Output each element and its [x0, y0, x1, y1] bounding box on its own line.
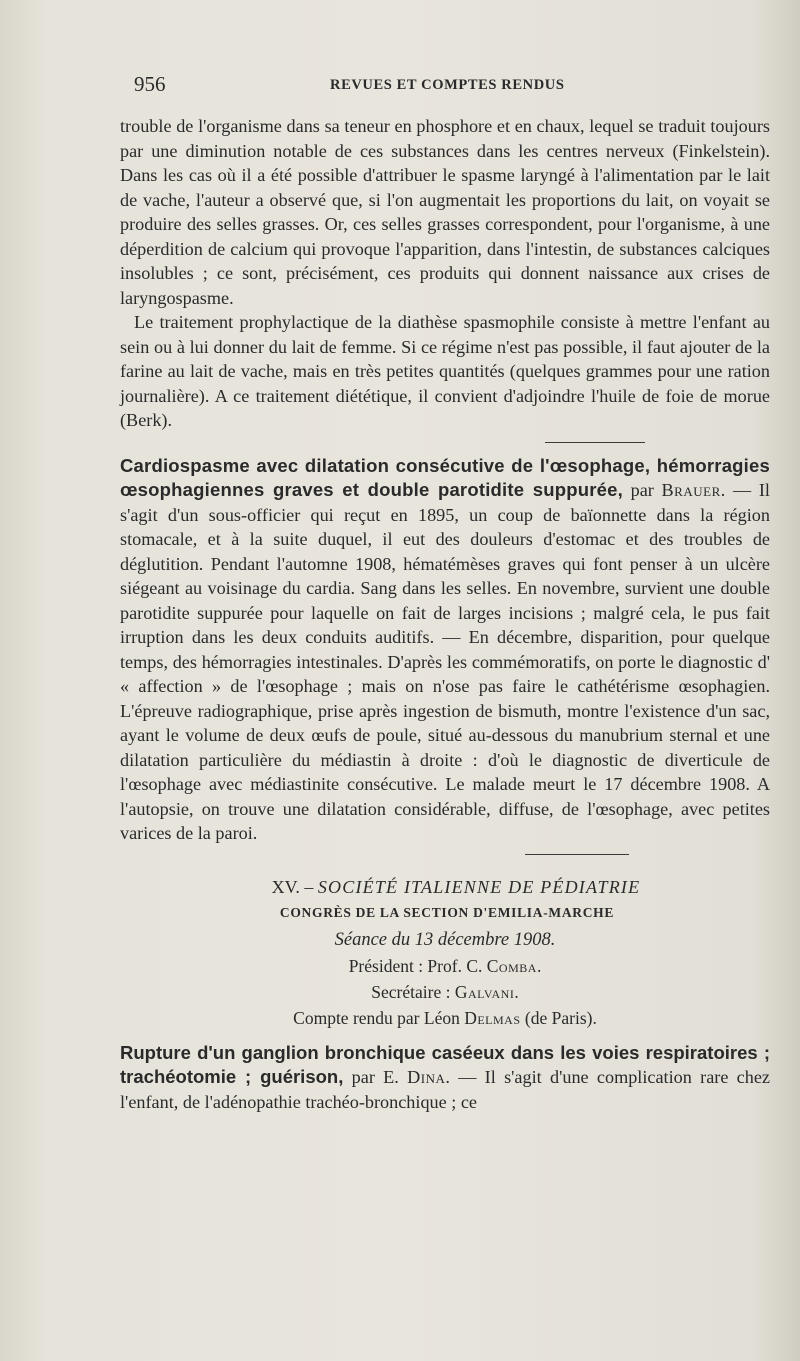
seance-line: [120, 926, 770, 953]
article-author: Brauer: [661, 480, 721, 500]
article-title: Cardiospasme avec dilatation consécutive de l'œsophage, hémorragies œsophagiennes graves et double parotidite suppurée,: [120, 454, 770, 500]
report-label: Compte rendu par Léon: [293, 1007, 465, 1028]
article-by: par: [622, 480, 662, 500]
secretary-line: Secrétaire : Galvani.: [371, 981, 519, 1002]
paragraph-1: trouble de l'organisme dans sa teneur en phosphore et en chaux, lequel se traduit toujours par une diminution notable de ces substances dans les centres nerveux (Finkelstein). Dans les cas où il a été possible d'attribuer le spasme laryngé à l'alimentation par le lait de vache, l'auteur a observé que, si l'on augmentait les proportions du lait, on voyait se produire des selles grasses. Or, ces selles grasses correspondent, pour l'organisme, à une déperdition de calcium qui provoque l'apparition, dans l'intestin, de substances calciques insolubles ; ce sont, précisément, ces produits qui donnent naissance aux crises de laryngospasme.: [120, 116, 770, 308]
spacer: [120, 1031, 770, 1041]
article-title: Rupture d'un ganglion bronchique caséeux dans les voies respiratoires ; trachéotomie ; guérison,: [120, 1041, 770, 1087]
seance-date: Séance du 13 décembre 1908.: [334, 929, 556, 950]
page-header: [134, 72, 770, 98]
section-name: SOCIÉTÉ ITALIENNE DE PÉDIATRIE: [317, 876, 641, 897]
president-label: Président : Prof. C.: [348, 955, 487, 976]
article-cardiospasme: [120, 454, 770, 846]
article-author: Dina: [407, 1067, 446, 1087]
article-rupture: [120, 1041, 770, 1115]
article-text: . — Il s'agit d'une complication rare chez l'enfant, de l'adénopathie trachéo-bronchique ; ce: [120, 1067, 770, 1112]
report-line: [120, 1005, 770, 1031]
page-number: 956: [134, 72, 166, 96]
congress-line: [120, 898, 770, 926]
president-name: Comba: [486, 955, 537, 976]
article-text: . — Il s'agit d'un sous-officier qui reçut en 1895, un coup de baïonnette dans la région stomacale, et à la suite duquel, il eut des douleurs d'estomac et des troubles de déglutition. Pendant l'automne 1908, hématémèses graves qui font penser à un ulcère siégeant au voisinage du cardia. Sang dans les selles. En novembre, survient une double parotidite suppurée pour laquelle on fait de larges incisions ; malgré cela, le pus fait irruption dans les deux conduits auditifs. — En décembre, disparition, pour quelque temps, des hémorragies intestinales. D'après les commémoratifs, on porte le diagnostic d' « affection » de l'œsophage ; mais on n'ose pas faire le cathétérisme œsophagien. L'épreuve radiographique, prise après ingestion de bismuth, montre l'existence d'un sac, ayant le volume de deux œufs de poule, situé au-dessous du manubrium sternal et une dilatation particulière du médiastin à droite : d'où le diagnostic de diverticule de l'œsophage avec médiastinite consécutive. Le malade meurt le 17 décembre 1908. A l'autopsie, on trouve une dilatation considérable, diffuse, de l'œsophage, avec petites varices de la paroi.: [120, 480, 770, 843]
article-by: par E.: [343, 1067, 408, 1087]
report-name: Delmas: [464, 1007, 521, 1028]
report-suffix: (de Paris).: [520, 1007, 597, 1028]
section-number: XV. –: [271, 876, 318, 897]
paragraph-2: Le traitement prophylactique de la diathèse spasmophile consiste à mettre l'enfant au sein ou à lui donner du lait de femme. Si ce régime n'est pas possible, il faut ajouter de la farine au lait de vache, mais en très petites quantités (quelques grammes pour une ration journalière). A ce traitement diététique, il convient d'adjoindre l'huile de foie de morue (Berk).: [120, 312, 770, 430]
president-line: Président : Prof. C. Comba.: [348, 955, 542, 976]
separator-rule: [545, 442, 645, 443]
secretary-name: Galvani: [454, 981, 515, 1002]
running-head: REVUES ET COMPTES RENDUS: [330, 77, 565, 93]
separator-rule: [525, 854, 629, 855]
congress-title: CONGRÈS DE LA SECTION D'EMILIA-MARCHE: [279, 904, 615, 920]
secretary-label: Secrétaire :: [371, 981, 455, 1002]
section-heading: [142, 877, 770, 898]
page-body: [120, 114, 770, 1114]
